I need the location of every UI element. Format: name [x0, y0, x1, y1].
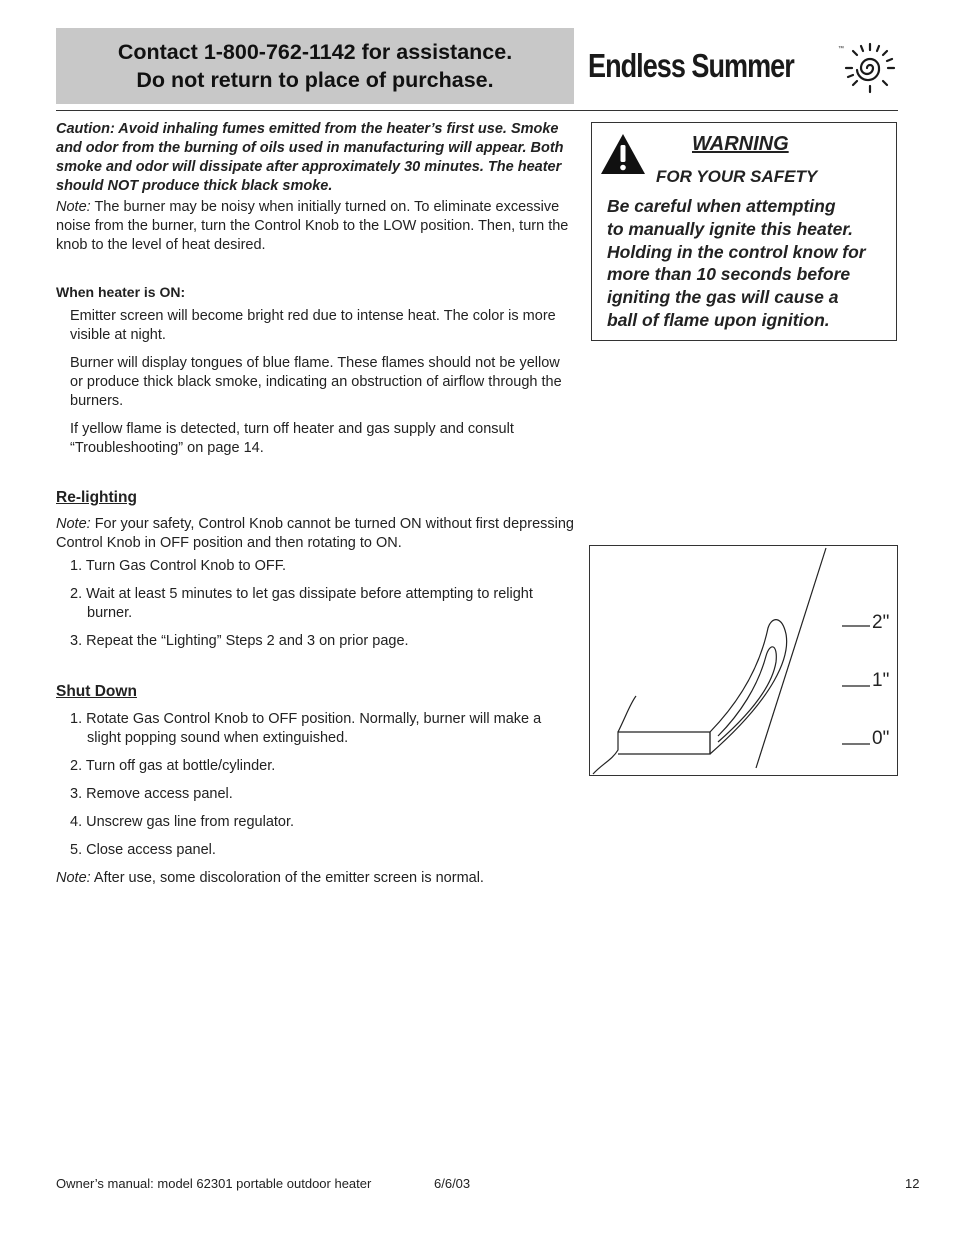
warning-line: more than 10 seconds before [607, 264, 851, 285]
warning-subtitle: FOR YOUR SAFETY [656, 167, 818, 186]
note-relight [56, 515, 576, 553]
burner-edge [618, 696, 636, 732]
note-label: Note: [56, 199, 91, 215]
flame-diagram-svg [590, 546, 897, 775]
footer-manual: Owner’s manual: model 62301 portable outdoor heater [56, 1176, 372, 1191]
list-item: 2. Turn off gas at bottle/cylinder. [70, 758, 276, 774]
on-paragraph-flame: Burner will display tongues of blue flame. These flames should not be yellow or produce thick black smoke, indicating an obstruction of airflow through the burners. [70, 355, 562, 409]
shutdown-title: Shut Down [56, 683, 137, 700]
list-item: 2. Wait at least 5 minutes to let gas dissipate before attempting to relight burner. [70, 586, 533, 621]
burner-outline [593, 732, 710, 774]
brand-logo [588, 40, 844, 92]
on-paragraph-emitter: Emitter screen will become bright red due to intense heat. The color is more visible at night. [70, 308, 556, 343]
warning-line: ball of flame upon ignition. [607, 309, 830, 330]
label-1in: 1" [872, 670, 890, 691]
logo-trademark: ™ [838, 46, 844, 52]
list-item: 3. Repeat the “Lighting” Steps 2 and 3 on prior page. [70, 633, 409, 649]
list-item: 5. Close access panel. [70, 842, 216, 858]
flame-outer [710, 620, 787, 754]
note-text: For your safety, Control Knob cannot be turned ON without first depressing Control Knob in OFF position and then rotating to ON. [56, 516, 574, 551]
footer-date: 6/6/03 [434, 1176, 471, 1191]
sight-line [756, 548, 826, 768]
logo-text: Endless Summer [588, 47, 794, 84]
page-number: 12 [905, 1176, 920, 1191]
main-content [56, 120, 576, 888]
relighting-title: Re-lighting [56, 489, 137, 506]
note-noise [56, 198, 576, 255]
note-label: Note: [56, 870, 91, 886]
contact-line-2: Do not return to place of purchase. [136, 68, 494, 92]
note-label: Note: [56, 516, 91, 532]
list-item: 1. Rotate Gas Control Knob to OFF position. Normally, burner will make a slight popping sound when extinguished. [70, 711, 542, 746]
note-text: The burner may be noisy when initially turned on. To eliminate excessive noise from the burner, turn the Control Knob to the LOW position. Then, turn the knob to the level of heat desired. [56, 199, 569, 253]
label-0in: 0" [872, 728, 890, 749]
flame-height-diagram [589, 545, 898, 776]
relight-steps [56, 557, 576, 651]
shutdown-steps [56, 710, 576, 860]
warning-box [591, 122, 897, 341]
warning-title: WARNING [692, 133, 789, 155]
warning-triangle-icon [600, 133, 646, 175]
contact-line-1: Contact 1-800-762-1142 for assistance. [117, 40, 513, 64]
warning-line: to manually ignite this heater. [607, 218, 854, 239]
warning-line: igniting the gas will cause a [607, 287, 839, 308]
sun-swirl-icon [844, 42, 896, 94]
list-item: 1. Turn Gas Control Knob to OFF. [70, 558, 286, 574]
label-2in: 2" [872, 612, 890, 633]
note-discoloration [56, 869, 576, 888]
list-item: 3. Remove access panel. [70, 786, 233, 802]
warning-text [607, 195, 891, 332]
warning-line: Be careful when attempting [607, 196, 836, 216]
on-paragraph-yellow: If yellow flame is detected, turn off heater and gas supply and consult “Troubleshooting” on page 14. [70, 421, 514, 456]
flame-inner [718, 647, 776, 742]
when-on-heading: When heater is ON: [56, 284, 186, 300]
caution-paragraph: Caution: Avoid inhaling fumes emitted from the heater’s first use. Smoke and odor from the burning of oils used in manufacturing will appear. Both smoke and odor will dissipate after approximately 30 minutes. The heater should NOT produce thick black smoke. [56, 121, 564, 194]
list-item: 4. Unscrew gas line from regulator. [70, 814, 295, 830]
warning-line: Holding in the control know for [607, 241, 866, 262]
note-text: After use, some discoloration of the emitter screen is normal. [90, 870, 484, 886]
header-divider [56, 110, 898, 111]
contact-banner [56, 28, 574, 104]
